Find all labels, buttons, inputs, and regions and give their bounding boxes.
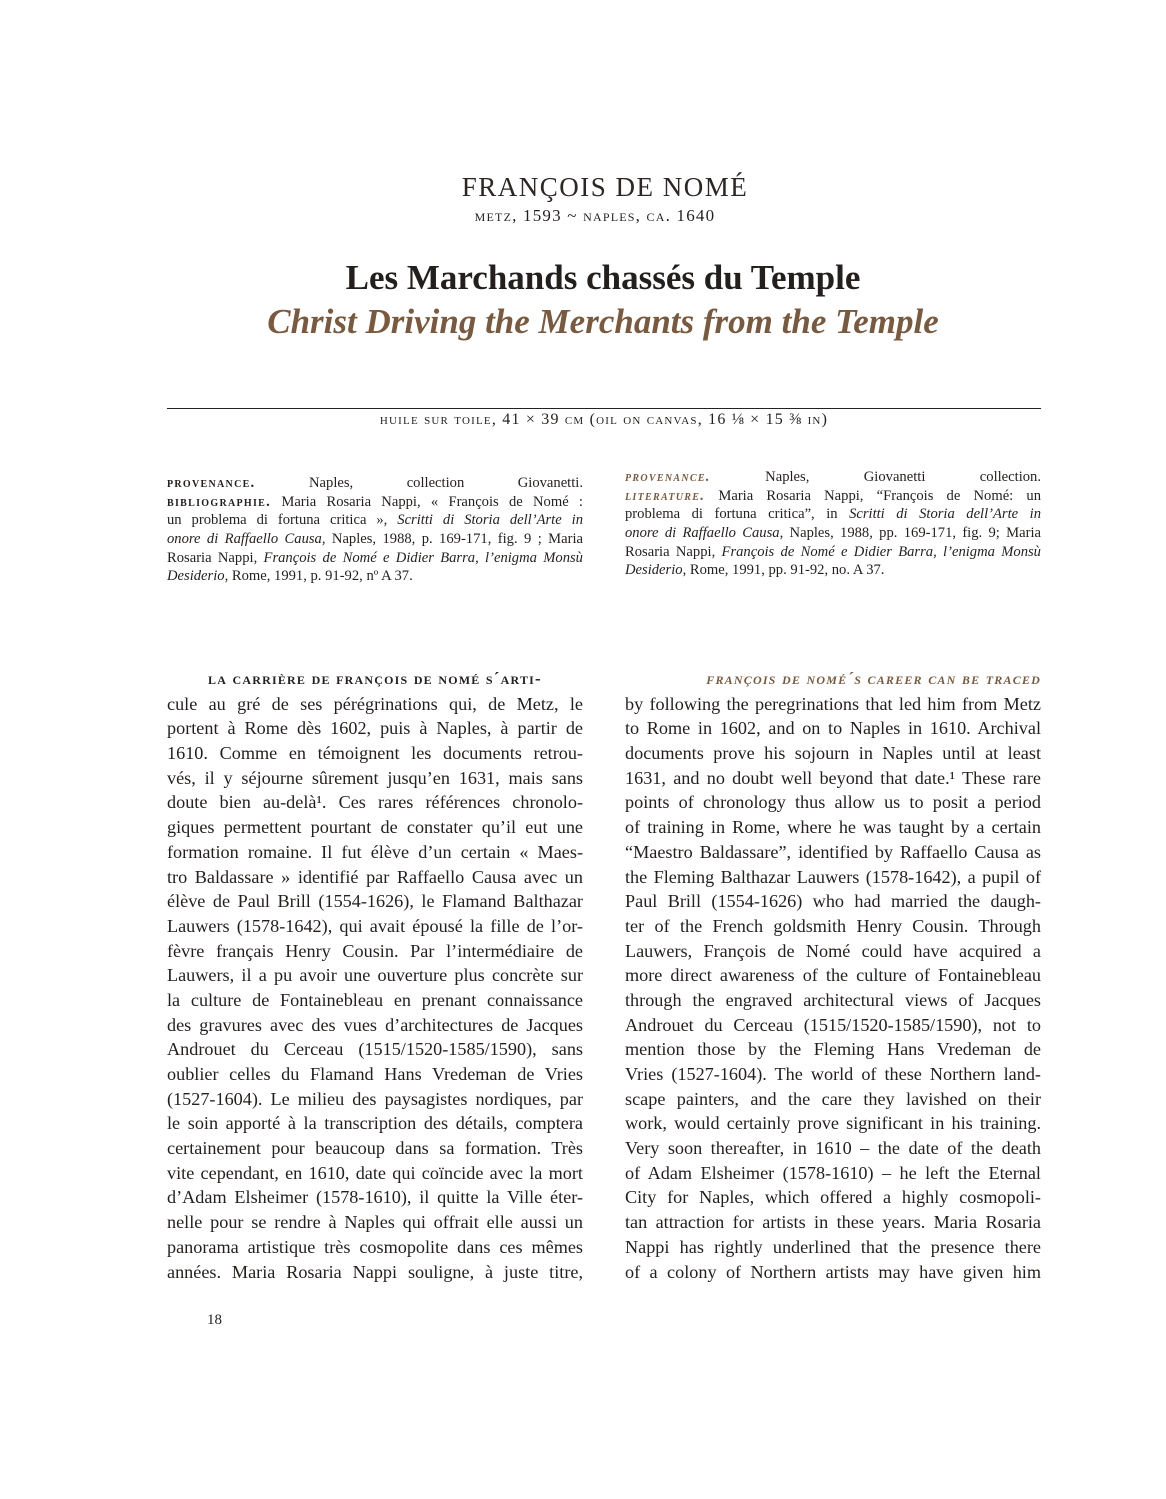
essay-line: Lauwers, il a pu avoir une ouverture plus concrète sur	[167, 965, 583, 986]
provenance-literature-english	[625, 468, 1041, 580]
meta-line	[625, 524, 1041, 543]
divider-rule	[167, 408, 1041, 409]
essay-line: Androuet du Cerceau (1515/1520-1585/1590), not to	[625, 1014, 1041, 1035]
essay-line: City for Naples, which offered a highly cosmopoli-	[625, 1187, 1041, 1208]
artist-dates: metz, 1593 ~ naples, ca. 1640	[474, 206, 716, 225]
essay-line: Nappi has rightly underlined that the presence there	[625, 1236, 1041, 1257]
meta-text: Maria Rosaria Nappi, “François de Nomé: un	[705, 487, 1041, 504]
meta-line	[167, 493, 583, 512]
meta-text: Scritti di Storia dell’Arte in	[849, 506, 1041, 523]
meta-text: Desiderio	[167, 568, 225, 585]
artwork-title-english: Christ Driving the Merchants from the Temple	[267, 302, 939, 341]
meta-text: , Rome, 1991, p. 91-92, nº A 37.	[224, 568, 413, 585]
meta-line	[625, 543, 1041, 562]
essay-line: cule au gré de ses pérégrinations qui, de Metz, le	[167, 693, 583, 714]
meta-text: François de Nomé e Didier Barra, l’enigma Monsù	[263, 549, 583, 566]
meta-text: Naples, collection Giovanetti.	[255, 475, 583, 491]
provenance-bibliography-french	[167, 474, 583, 586]
essay-line: work, would certainly prove significant in his training.	[625, 1113, 1041, 1134]
essay-line: “Maestro Baldassare”, identified by Raffaello Causa as	[625, 841, 1041, 862]
essay-line: tan attraction for artists in these years. Maria Rosaria	[625, 1212, 1041, 1233]
essay-line: élève de Paul Brill (1554-1626), le Flamand Balthazar	[167, 891, 583, 912]
essay-line: vés, il y séjourne sûrement jusqu’en 1631, mais sans	[167, 767, 583, 788]
meta-line	[167, 549, 583, 568]
essay-line: tro Baldassare » identifié par Raffaello Causa avec un	[167, 866, 583, 887]
essay-line: of training in Rome, where he was taught by a certain	[625, 817, 1041, 838]
essay-lead-in: françois de nomé´s career can be traced	[706, 669, 1041, 688]
essay-line: of Adam Elsheimer (1578-1610) – he left the Eternal	[625, 1162, 1041, 1183]
essay-lead-in: la carrière de françois de nomé s´arti-	[208, 669, 542, 688]
meta-label: provenance.	[167, 475, 256, 491]
essay-line: Lauwers, François de Nomé could have acquired a	[625, 940, 1041, 961]
meta-text: , Rome, 1991, pp. 91-92, no. A 37.	[682, 562, 885, 579]
essay-line: le soin apporté à la transcription des détails, comptera	[167, 1113, 583, 1134]
meta-text: François de Nomé e Didier Barra, l’enigma Monsù	[721, 543, 1041, 560]
meta-text: , Naples, 1988, pp. 169-171, fig. 9; Maria	[779, 525, 1041, 542]
meta-text: onore di Raffaello Causa	[167, 531, 322, 548]
meta-line	[167, 530, 583, 549]
essay-line: 1631, and no doubt well beyond that date.¹ These rare	[625, 767, 1041, 788]
essay-line: doute bien au-delà¹. Ces rares références chronolo-	[167, 792, 583, 813]
essay-line: through the engraved architectural views of Jacques	[625, 989, 1041, 1010]
essay-line: by following the peregrinations that led him from Metz	[625, 693, 1041, 714]
meta-line	[167, 474, 583, 493]
artist-name: FRANÇOIS DE NOMÉ	[461, 172, 749, 202]
meta-text: Maria Rosaria Nappi, « François de Nomé :	[271, 493, 583, 510]
essay-line: la culture de Fontainebleau en prenant connaissance	[167, 989, 583, 1010]
essay-line: points of chronology thus allow us to posit a period	[625, 792, 1041, 813]
essay-line: giques permettent pourtant de constater qu’il eut une	[167, 817, 583, 838]
essay-line: ter of the French goldsmith Henry Cousin. Through	[625, 915, 1041, 936]
meta-text: Scritti di Storia dell’Arte in	[397, 512, 583, 529]
essay-line: nelle pour se rendre à Naples qui offrait elle aussi un	[167, 1212, 583, 1233]
meta-text: un problema di fortuna critica »,	[167, 512, 398, 529]
essay-line: Very soon thereafter, in 1610 – the date of the death	[625, 1138, 1041, 1159]
essay-line: documents prove his sojourn in Naples until at least	[625, 743, 1041, 764]
essay-line: 1610. Comme en témoignent les documents retrou-	[167, 743, 583, 764]
artwork-title-french: Les Marchands chassés du Temple	[345, 258, 861, 297]
essay-column-english	[625, 667, 1041, 1284]
meta-line	[625, 561, 1041, 580]
essay-line: portent à Rome dès 1602, puis à Naples, à partir de	[167, 718, 583, 739]
meta-text: Rosaria Nappi,	[167, 549, 264, 566]
essay-line: more direct awareness of the culture of Fontainebleau	[625, 965, 1041, 986]
essay-line: to Rome in 1602, and on to Naples in 1610. Archival	[625, 718, 1041, 739]
meta-line	[167, 511, 583, 530]
essay-line: fèvre français Henry Cousin. Par l’intermédiaire de	[167, 940, 583, 961]
essay-line: années. Maria Rosaria Nappi souligne, à juste titre,	[167, 1261, 583, 1282]
essay-line: Lauwers (1578-1642), qui avait épousé la fille de l’or-	[167, 915, 583, 936]
page-number: 18	[207, 1312, 222, 1328]
meta-line	[167, 567, 583, 586]
meta-text: problema di fortuna critica”, in	[625, 506, 850, 523]
meta-text: Rosaria Nappi,	[625, 543, 722, 560]
essay-column-french	[167, 667, 583, 1284]
essay-line: the Fleming Balthazar Lauwers (1578-1642), a pupil of	[625, 866, 1041, 887]
essay-line: of a colony of Northern artists may have given him	[625, 1261, 1041, 1282]
meta-label: provenance.	[625, 469, 711, 485]
essay-line: scape painters, and the care they lavished on their	[625, 1088, 1041, 1109]
essay-line: (1527-1604). Le milieu des paysagistes nordiques, par	[167, 1088, 583, 1109]
meta-label: bibliographie.	[167, 493, 272, 510]
essay-line: formation romaine. Il fut élève d’un certain « Maes-	[167, 841, 583, 862]
essay-line: Androuet du Cerceau (1515/1520-1585/1590), sans	[167, 1039, 583, 1060]
essay-line: mention those by the Fleming Hans Vredeman de	[625, 1039, 1041, 1060]
essay-line: certainement pour beaucoup dans sa formation. Très	[167, 1138, 583, 1159]
essay-line: d’Adam Elsheimer (1578-1610), il quitte la Ville éter-	[167, 1187, 583, 1208]
meta-line	[625, 487, 1041, 506]
meta-line	[625, 505, 1041, 524]
meta-label: literature.	[625, 487, 706, 504]
meta-line	[625, 468, 1041, 487]
medium-dimensions: huile sur toile, 41 × 39 cm (oil on canvas, 16 ⅛ × 15 ⅜ in)	[379, 411, 829, 428]
meta-text: , Naples, 1988, p. 169-171, fig. 9 ; Maria	[321, 531, 583, 548]
essay-line: vite cependant, en 1610, date qui coïncide avec la mort	[167, 1162, 583, 1183]
essay-line: oublier celles du Flamand Hans Vredeman de Vries	[167, 1064, 583, 1084]
meta-text: onore di Raffaello Causa	[625, 525, 780, 542]
essay-line: Paul Brill (1554-1626) who had married the daugh-	[625, 891, 1041, 912]
essay-line: des gravures avec des vues d’architectures de Jacques	[167, 1014, 583, 1035]
meta-text: Naples, Giovanetti collection.	[710, 469, 1041, 485]
essay-line: Vries (1527-1604). The world of these Northern land-	[625, 1064, 1041, 1084]
essay-line: panorama artistique très cosmopolite dans ces mêmes	[167, 1236, 583, 1257]
meta-text: Desiderio	[625, 562, 683, 579]
